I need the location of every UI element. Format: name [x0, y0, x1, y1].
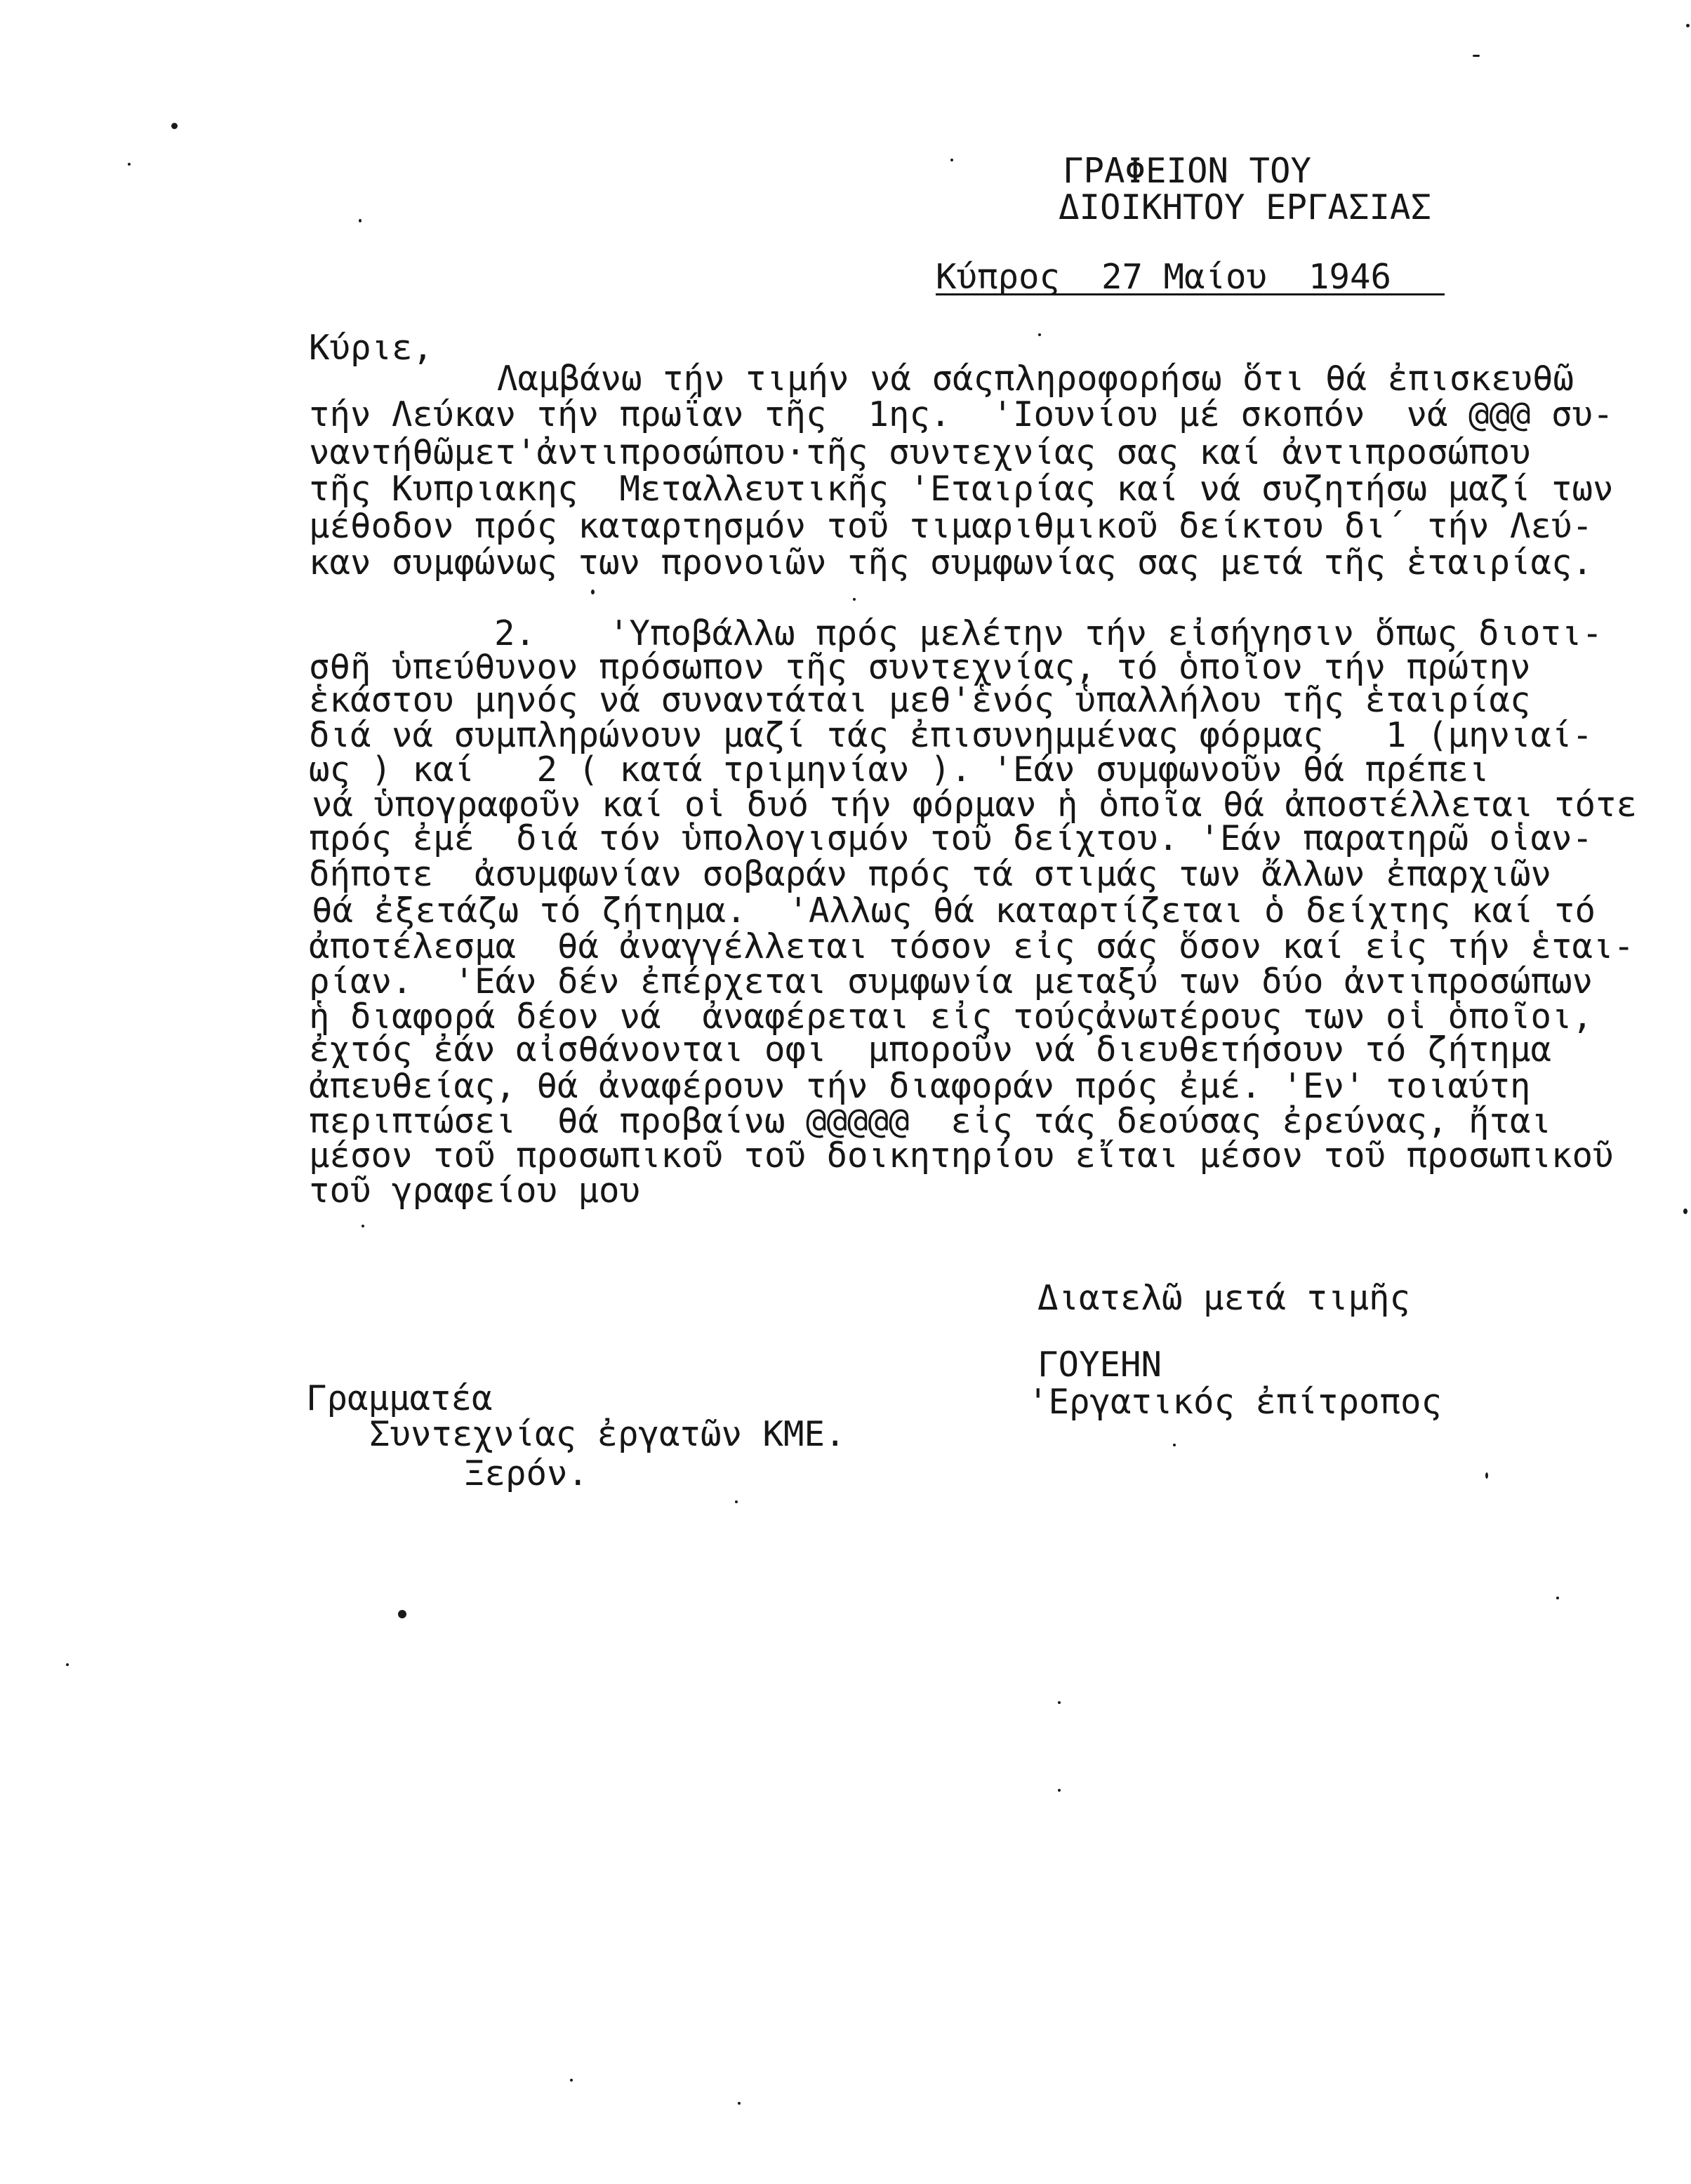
recipient-line-2: Συντεχνίας ἐργατῶν ΚΜΕ.: [369, 1414, 846, 1454]
paragraph-2-line: μέσον τοῦ προσωπικοῦ τοῦ δοικητηρίου εἴται μέσον τοῦ προσωπικοῦ: [309, 1136, 1614, 1176]
paragraph-2-line: σθῆ ὑπεύθυνον πρόσωπον τῆς συντεχνίας, τό ὁποῖον τήν πρώτην: [309, 647, 1531, 687]
paragraph-1-line: τήν Λεύκαν τήν πρωΐαν τῆς 1ης. 'Ιουνίου μέ σκοπόν νά @@@ συ-: [309, 394, 1614, 434]
scan-speck: [950, 159, 953, 161]
signatory-title: 'Εργατικός ἐπίτροπος: [1028, 1382, 1443, 1422]
letterhead-line-1: ΓΡΑΦΕΙΟΝ ΤΟΥ: [1063, 151, 1312, 191]
signatory-name: ΓΟΥΕΗΝ: [1037, 1345, 1162, 1385]
paragraph-1-line: τῆς Κυπριακης Μεταλλευτικῆς 'Εταιρίας καί νά συζητήσω μαζί των: [309, 469, 1614, 509]
scan-speck: [171, 123, 178, 129]
date-line: Κύπρος 27 Μαίου 1946: [936, 261, 1445, 295]
paragraph-2-line: ρίαν. 'Εάν δέν ἐπέρχεται συμφωνία μεταξύ των δύο ἀντιπροσώπων: [309, 961, 1593, 1001]
scan-speck: [1485, 1472, 1488, 1479]
paragraph-2-line: θά ἐξετάζω τό ζήτημα. 'Αλλως θά καταρτίζεται ὁ δείχτης καί τό: [312, 891, 1596, 931]
paragraph-2-line: 'Υποβάλλω πρός μελέτην τήν εἰσήγησιν ὅπως διοτι-: [609, 613, 1603, 653]
letterhead-line-2: ΔΙΟΙΚΗΤΟΥ ΕΡΓΑΣΙΑΣ: [1059, 187, 1432, 227]
scan-speck: [128, 163, 131, 166]
paragraph-2-line: πρός ἐμέ διά τόν ὑπολογισμόν τοῦ δείχτου. 'Εάν παρατηρῶ οἱαν-: [309, 818, 1593, 858]
paragraph-2-line: ἀπευθείας, θά ἀναφέρουν τήν διαφοράν πρός ἐμέ. 'Εν' τοιαύτη: [309, 1066, 1531, 1106]
paragraph-2-line: διά νά συμπληρώνουν μαζί τάς ἐπισυνημμένας φόρμας 1 (μηνιαί-: [309, 715, 1593, 755]
scan-speck: [1473, 55, 1480, 57]
paragraph-2-line: ἡ διαφορά δέον νά ἀναφέρεται εἰς τούςἀνωτέρους των οἱ ὁποῖοι,: [309, 997, 1593, 1037]
paragraph-2-line: ως ) καί 2 ( κατά τριμηνίαν ). 'Εάν συμφωνοῦν θά πρέπει: [309, 750, 1490, 790]
paragraph-1-line: ναντήθῶμετ'ἀντιπροσώπου·τῆς συντεχνίας σας καί ἀντιπροσώπου: [309, 432, 1531, 472]
scan-speck: [66, 1663, 69, 1666]
paragraph-2-line: ἑκάστου μηνός νά συναντάται μεθ'ἑνός ὑπαλλήλου τῆς ἑταιρίας: [309, 680, 1531, 720]
scan-speck: [1173, 1444, 1176, 1446]
scan-speck: [570, 2079, 573, 2082]
scan-speck: [1683, 1208, 1687, 1214]
paragraph-1-line: Λαμβάνω τήν τιμήν νά σάςπληροφορήσω ὅτι θά ἐπισκευθῶ: [497, 359, 1574, 399]
paragraph-2-line: περιπτώσει θά προβαίνω @@@@@ εἰς τάς δεούσας ἐρεύνας, ἤται: [309, 1101, 1552, 1141]
scan-speck: [1556, 1597, 1559, 1599]
scan-speck: [1686, 24, 1690, 27]
recipient-line-3: Ξερόν.: [464, 1453, 589, 1493]
scan-speck: [735, 1500, 738, 1503]
salutation: Κύριε,: [309, 328, 434, 368]
scan-speck: [591, 590, 595, 594]
paragraph-2-line: δήποτε ἀσυμφωνίαν σοβαράν πρός τά στιμάς των ἄλλων ἐπαρχιῶν: [309, 854, 1552, 894]
paragraph-2-line: τοῦ γραφείου μου: [309, 1171, 641, 1211]
scan-speck: [1058, 1701, 1061, 1704]
scan-speck: [853, 598, 856, 601]
scan-speck: [359, 219, 362, 222]
scan-speck: [362, 1225, 364, 1227]
paragraph-number: 2.: [494, 613, 536, 653]
paragraph-1-line: καν συμφώνως των προνοιῶν τῆς συμφωνίας σας μετά τῆς ἑταιρίας.: [309, 542, 1593, 582]
paragraph-1-line: μέθοδον πρός καταρτησμόν τοῦ τιμαριθμικοῦ δείκτου δι΄ τήν Λεύ-: [309, 506, 1593, 546]
recipient-line-1: Γραμματέα: [306, 1378, 493, 1418]
paragraph-2-line: ἐχτός ἐάν αἰσθάνονται οφι μποροῦν νά διευθετήσουν τό ζήτημα: [309, 1030, 1552, 1070]
scan-speck: [398, 1610, 406, 1618]
scan-speck: [1038, 333, 1041, 336]
scan-speck: [738, 2102, 741, 2105]
closing-phrase: Διατελῶ μετά τιμῆς: [1037, 1278, 1411, 1318]
paragraph-2-line: νά ὑπογραφοῦν καί οἱ δυό τήν φόρμαν ἡ ὁποῖα θά ἀποστέλλεται τότε: [312, 785, 1638, 825]
scan-speck: [1058, 1789, 1061, 1792]
paragraph-2-line: ἀποτέλεσμα θά ἀναγγέλλεται τόσον εἰς σάς ὅσον καί εἰς τήν ἑται-: [309, 926, 1635, 966]
